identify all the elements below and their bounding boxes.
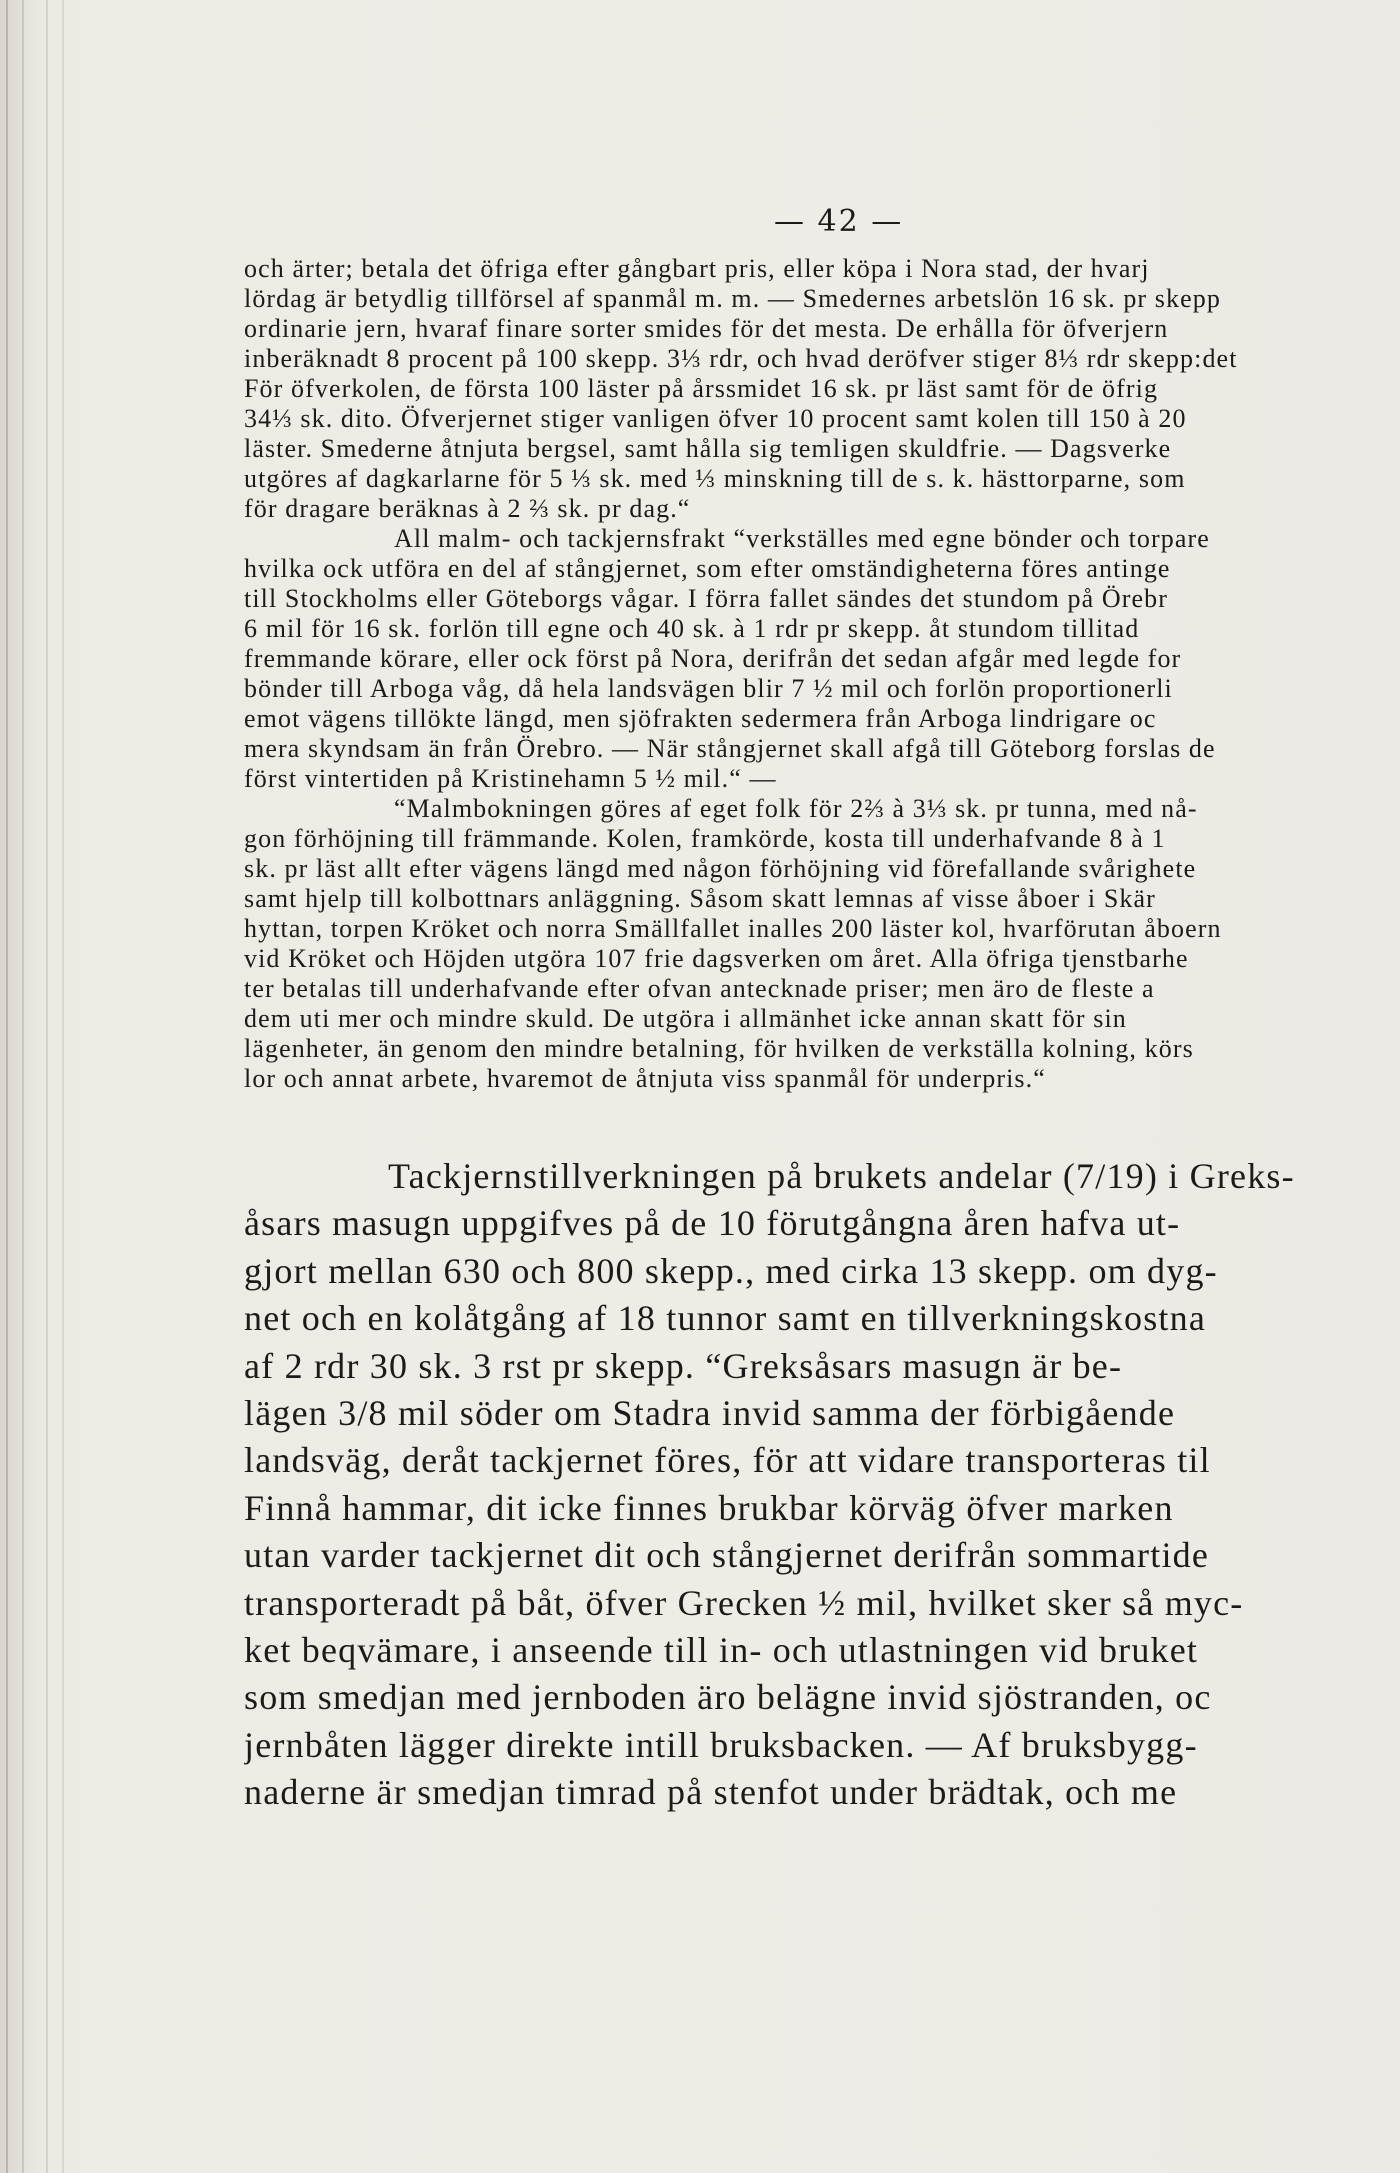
text-line: emot vägens tillökte längd, men sjöfrakten sedermera från Arboga lindrigare oc xyxy=(244,704,1157,733)
text-line: lor och annat arbete, hvaremot de åtnjuta viss spanmål för underpris.“ xyxy=(244,1064,1046,1093)
gutter-line xyxy=(62,0,64,2173)
text-line: 34⅓ sk. dito. Öfverjernet stiger vanligen öfver 10 procent samt kolen till 150 à 20 xyxy=(244,404,1187,433)
text-line: naderne är smedjan timrad på stenfot under brädtak, och me xyxy=(244,1772,1178,1813)
text-line: jernbåten lägger direkte intill bruksbacken. — Af bruksbygg- xyxy=(244,1724,1198,1765)
text-block xyxy=(244,0,1400,2173)
text-line: ordinarie jern, hvaraf finare sorter smides för det mesta. De erhålla för öfverjern xyxy=(244,314,1169,343)
text-line: inberäknadt 8 procent på 100 skepp. 3⅓ rdr, och hvad deröfver stiger 8⅓ rdr skepp:det xyxy=(244,344,1238,373)
text-line: För öfverkolen, de första 100 läster på årssmidet 16 sk. pr läst samt för de öfrig xyxy=(244,374,1159,403)
text-line: fremmande körare, eller ock först på Nora, derifrån det sedan afgår med legde for xyxy=(244,644,1182,673)
text-line: åsars masugn uppgifves på de 10 förutgångna åren hafva ut- xyxy=(244,1203,1181,1244)
text-line: ter betalas till underhafvande efter ofvan antecknade priser; men äro de fleste a xyxy=(244,974,1155,1003)
text-line: utgöres af dagkarlarne för 5 ⅓ sk. med ⅓ minskning till de s. k. hästtorparne, som xyxy=(244,464,1186,493)
text-line: lägenheter, än genom den mindre betalning, för hvilken de verkställa kolning, körs xyxy=(244,1034,1194,1063)
text-line: samt hjelp till kolbottnars anläggning. Såsom skatt lemnas af visse åboer i Skär xyxy=(244,884,1156,913)
text-line: till Stockholms eller Göteborgs vågar. I förra fallet sändes det stundom på Örebr xyxy=(244,584,1169,613)
main-paragraph xyxy=(244,1153,1400,1816)
text-line: vid Kröket och Höjden utgöra 107 frie dagsverken om året. Alla öfriga tjenstbarhe xyxy=(244,944,1189,973)
text-line: som smedjan med jernboden äro belägne invid sjöstranden, oc xyxy=(244,1677,1212,1718)
text-line: ket beqvämare, i anseende till in- och utlastningen vid bruket xyxy=(244,1629,1199,1670)
text-line: läster. Smederne åtnjuta bergsel, samt hålla sig temligen skuldfrie. — Dagsverke xyxy=(244,434,1172,463)
text-line: dem uti mer och mindre skuld. De utgöra i allmänhet icke annan skatt för sin xyxy=(244,1004,1127,1033)
text-line: sk. pr läst allt efter vägens längd med någon förhöjning vid förefallande svårighete xyxy=(244,854,1197,883)
text-line: utan varder tackjernet dit och stångjernet derifrån sommartide xyxy=(244,1535,1210,1576)
text-line: Tackjernstillverkningen på brukets andelar (7/19) i Greks- xyxy=(388,1156,1295,1196)
text-line: mera skyndsam än från Örebro. — När stångjernet skall afgå till Göteborg forslas de xyxy=(244,734,1216,763)
text-line: Finnå hammar, dit icke finnes brukbar körväg öfver marken xyxy=(244,1487,1174,1528)
text-line: gon förhöjning till främmande. Kolen, framkörde, kosta till underhafvande 8 à 1 xyxy=(244,824,1166,853)
text-line: af 2 rdr 30 sk. 3 rst pr skepp. “Greksåsars masugn är be- xyxy=(244,1345,1123,1386)
text-line: bönder till Arboga våg, då hela landsvägen blir 7 ½ mil och forlön proportionerli xyxy=(244,674,1173,703)
text-line: gjort mellan 630 och 800 skepp., med cirka 13 skepp. om dyg- xyxy=(244,1250,1218,1291)
text-line: och ärter; betala det öfriga efter gångbart pris, eller köpa i Nora stad, der hvarj xyxy=(244,254,1150,283)
gutter-line xyxy=(6,0,8,2173)
text-line: hvilka ock utföra en del af stångjernet, som efter omständigheterna föres antinge xyxy=(244,554,1171,583)
text-line: för dragare beräknas à 2 ⅔ sk. pr dag.“ xyxy=(244,494,691,523)
gutter-line xyxy=(22,0,24,2173)
text-line: lägen 3/8 mil söder om Stadra invid samma der förbigående xyxy=(244,1392,1176,1433)
text-line: lördag är betydlig tillförsel af spanmål m. m. — Smedernes arbetslön 16 sk. pr skepp xyxy=(244,284,1221,313)
text-line: 6 mil för 16 sk. forlön till egne och 40 sk. à 1 rdr pr skepp. åt stundom tillitad xyxy=(244,614,1140,643)
text-line: transporteradt på båt, öfver Grecken ½ mil, hvilket sker så myc- xyxy=(244,1582,1244,1623)
text-line: net och en kolåtgång af 18 tunnor samt en tillverkningskostna xyxy=(244,1298,1207,1339)
gutter-line xyxy=(46,0,48,2173)
text-line: landsväg, deråt tackjernet föres, för att vidare transporteras til xyxy=(244,1440,1211,1481)
text-line: hyttan, torpen Kröket och norra Smällfallet inalles 200 läster kol, hvarförutan åboern xyxy=(244,914,1222,943)
quoted-paragraph-small xyxy=(244,254,1400,1094)
text-line: All malm- och tackjernsfrakt “verkställes med egne bönder och torpare xyxy=(394,524,1210,553)
page-number: — 42 — xyxy=(774,204,904,239)
text-line: först vintertiden på Kristinehamn 5 ½ mil.“ — xyxy=(244,764,777,793)
binding-gutter xyxy=(0,0,72,2173)
text-line: “Malmbokningen göres af eget folk för 2⅔ à 3⅓ sk. pr tunna, med nå- xyxy=(394,794,1198,823)
